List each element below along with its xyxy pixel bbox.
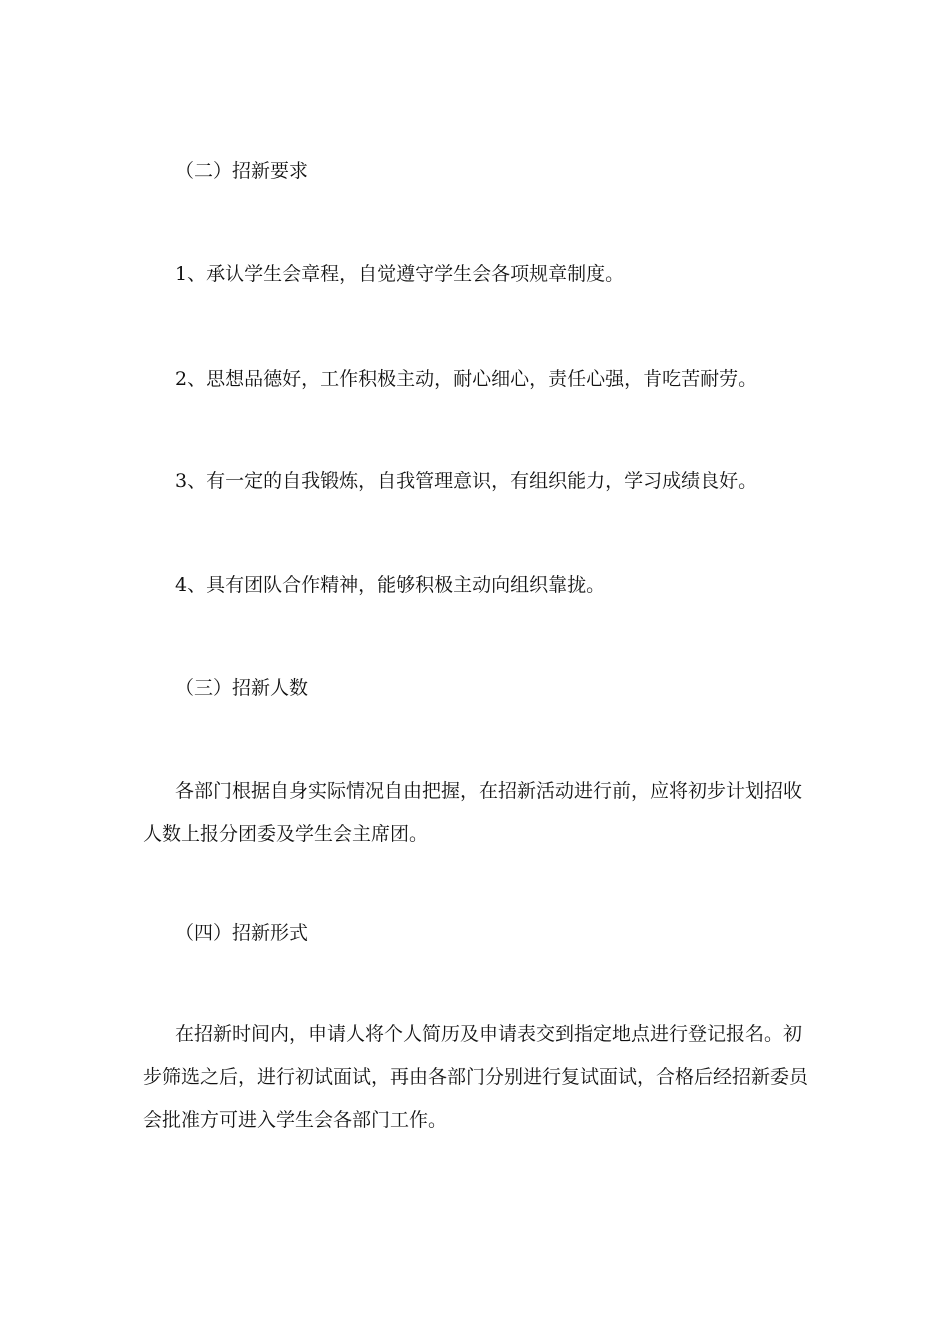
requirement-item-1: 1、承认学生会章程，自觉遵守学生会各项规章制度。 xyxy=(175,263,625,285)
recruit-form-paragraph: 在招新时间内，申请人将个人简历及申请表交到指定地点进行登记报名。初步筛选之后，进行初试面试，再由各部门分别进行复试面试，合格后经招新委员会批准方可进入学生会各部门工作。 xyxy=(143,1023,809,1131)
recruit-count-paragraph: 各部门根据自身实际情况自由把握，在招新活动进行前，应将初步计划招收人数上报分团委及学生会主席团。 xyxy=(143,780,803,845)
section-heading-requirements: （二）招新要求 xyxy=(175,160,309,182)
section-heading-recruit-form: （四）招新形式 xyxy=(175,922,309,944)
requirement-item-4: 4、具有团队合作精神，能够积极主动向组织靠拢。 xyxy=(175,574,606,596)
requirement-item-2: 2、思想品德好，工作积极主动，耐心细心，责任心强，肯吃苦耐劳。 xyxy=(175,368,758,390)
section-heading-recruit-count: （三）招新人数 xyxy=(175,677,309,699)
requirement-item-3: 3、有一定的自我锻炼，自我管理意识，有组织能力，学习成绩良好。 xyxy=(175,470,758,492)
